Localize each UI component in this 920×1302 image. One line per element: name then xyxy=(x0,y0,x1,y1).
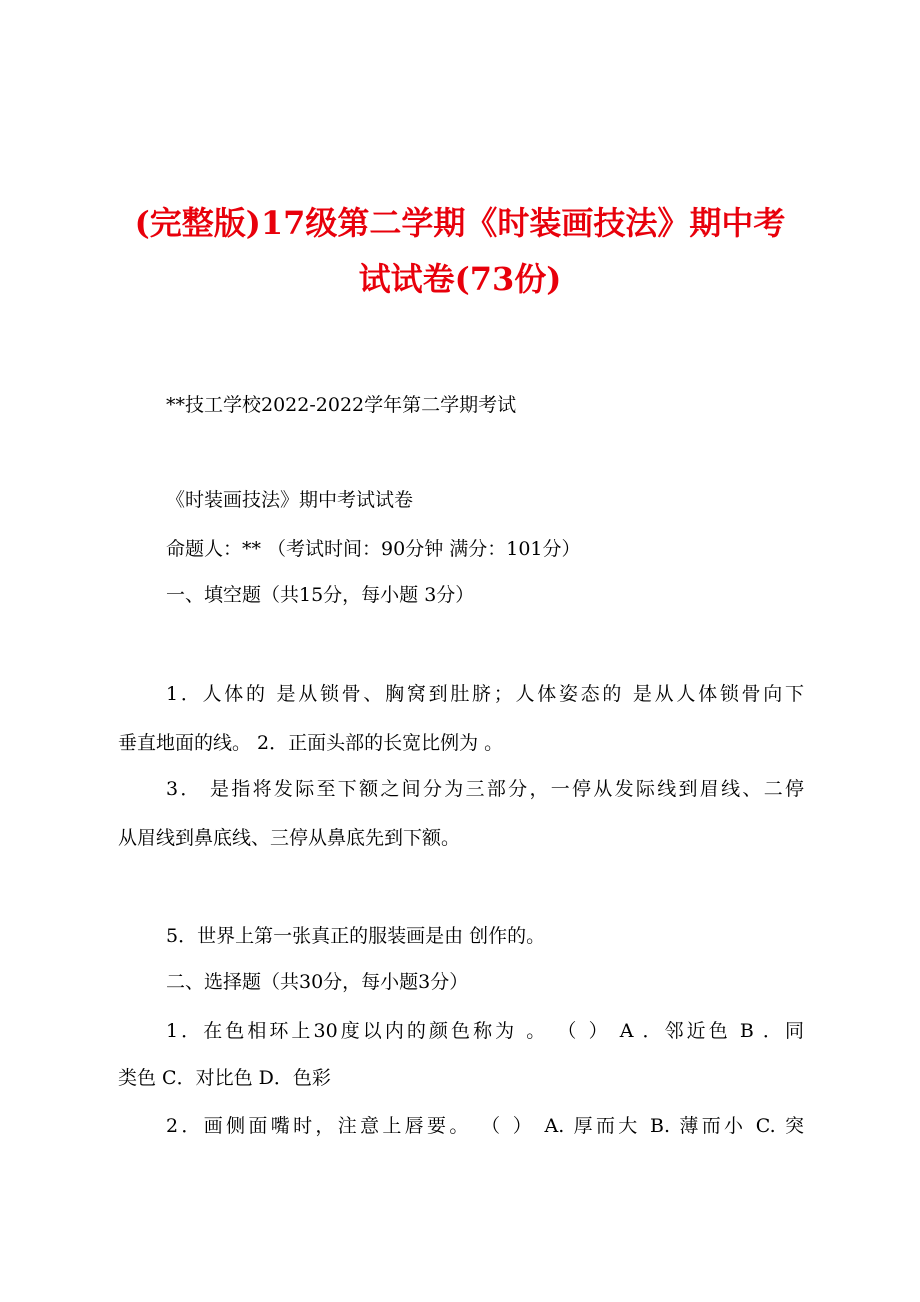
course-exam-line: 《时装画技法》期中考试试卷 xyxy=(166,489,414,511)
choice-question-1-line-1: 1．在色相环上30度以内的颜色称为 。 （ ） A ．邻近色 B ．同 xyxy=(166,1020,804,1042)
question-1-line-1: 1．人体的 是从锁骨、胸窝到肚脐；人体姿态的 是从人体锁骨向下 xyxy=(166,683,804,705)
question-1-line-2: 垂直地面的线。 2．正面头部的长宽比例为 。 xyxy=(118,732,504,754)
choice-question-2-line-1: 2．画侧面嘴时，注意上唇要。 （ ） A. 厚而大 B. 薄而小 C. 突 xyxy=(166,1115,804,1137)
question-5-line: 5．世界上第一张真正的服装画是由 创作的。 xyxy=(166,925,546,947)
section-1-heading: 一、填空题（共15分，每小题 3分） xyxy=(166,584,475,606)
choice-question-1-line-2: 类色 C．对比色 D．色彩 xyxy=(118,1067,331,1089)
author-time-line: 命题人：** （考试时间：90分钟 满分：101分） xyxy=(166,538,581,560)
document-title-line-1: (完整版)17级第二学期《时装画技法》期中考 xyxy=(134,204,786,242)
document-title-line-2: 试试卷(73份) xyxy=(358,260,562,298)
question-3-line-1: 3． 是指将发际至下额之间分为三部分，一停从发际线到眉线、二停 xyxy=(166,778,804,800)
school-exam-line: **技工学校2022-2022学年第二学期考试 xyxy=(166,394,517,416)
section-2-heading: 二、选择题（共30分，每小题3分） xyxy=(166,971,469,993)
question-3-line-2: 从眉线到鼻底线、三停从鼻底先到下额。 xyxy=(118,827,461,849)
